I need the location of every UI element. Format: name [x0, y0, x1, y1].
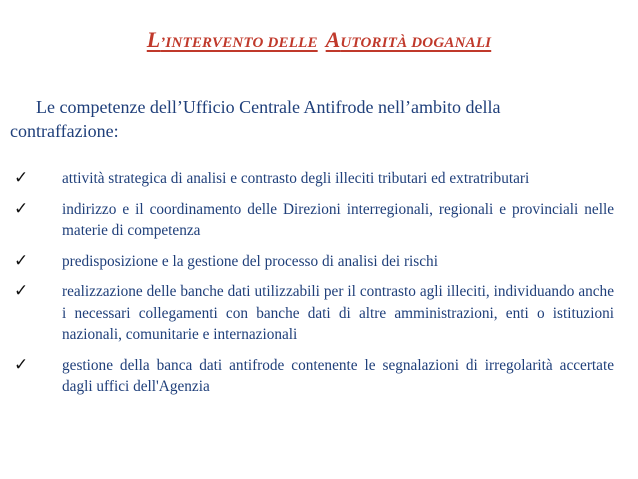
list-item-text: predisposizione e la gestione del processo di analisi dei rischi: [62, 252, 438, 270]
title-part-1: ’INTERVENTO DELLE: [160, 35, 318, 51]
list-item: [0, 199, 638, 242]
slide-title: [0, 26, 638, 57]
competence-list: [0, 168, 638, 407]
title-initial-a: A: [325, 27, 341, 52]
check-mark-icon: ✓: [14, 281, 29, 301]
list-item-text: gestione della banca dati antifrode contenente le segnalazioni di irregolarità accertate dagli uffici dell'Agenzia: [62, 356, 614, 395]
title-initial-l: L: [146, 27, 161, 52]
list-item-text: realizzazione delle banche dati utilizzabili per il contrasto agli illeciti, individuando anche i necessari collegamenti con banche dati di altre amministrazioni, enti o istituzioni nazionali, comunitarie e internazionali: [62, 283, 614, 343]
title-part-2: UTORITÀ DOGANALI: [340, 35, 492, 51]
list-item: [0, 355, 638, 398]
check-mark-icon: ✓: [14, 250, 29, 271]
check-mark-icon: ✓: [14, 168, 29, 188]
intro-paragraph: Le competenze dell’Ufficio Centrale Antifrode nell’ambito della contraffazione:: [10, 97, 501, 141]
list-item: [0, 281, 638, 346]
list-item: [0, 168, 638, 190]
list-item: [0, 251, 638, 273]
check-mark-icon: ✓: [14, 198, 29, 219]
list-item-text: attività strategica di analisi e contrasto degli illeciti tributari ed extratributari: [62, 170, 530, 187]
check-mark-icon: ✓: [14, 354, 29, 375]
list-item-text: indirizzo e il coordinamento delle Direzioni interregionali, regionali e provinciali nelle materie di competenza: [62, 200, 614, 239]
